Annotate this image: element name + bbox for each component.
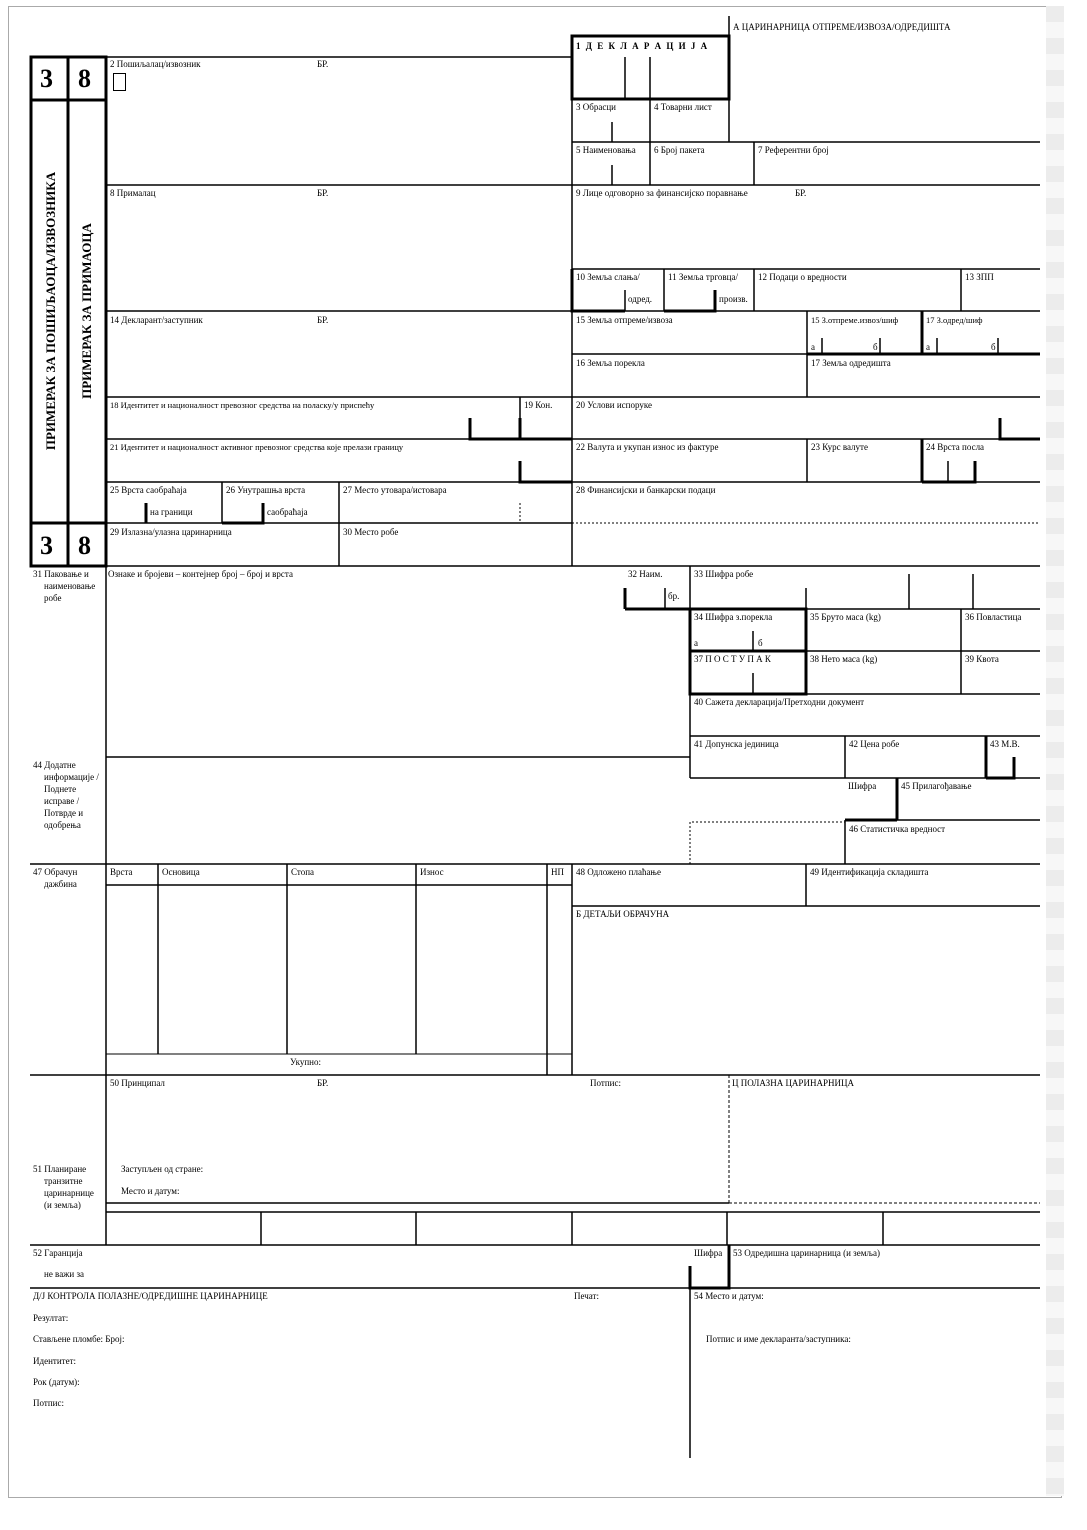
field-31-line-2: наименовање: [44, 581, 96, 591]
copy-for-consignee-label: ПРИМЕРАК ЗА ПРИМАОЦА: [79, 223, 94, 399]
declarant-signature-label: Потпис и име декларанта/заступника:: [706, 1334, 851, 1344]
field-48-label: 48 Одложено плаћање: [576, 867, 661, 877]
field-17-label: 17 Земља одредишта: [811, 358, 891, 368]
field-49-label: 49 Идентификација складишта: [810, 867, 929, 877]
field-11-label: 11 Земља трговца/: [668, 272, 738, 282]
d-control-label: Д/Ј КОНТРОЛА ПОЛАЗНЕ/ОДРЕДИШНЕ ЦАРИНАРНИЦЕ: [33, 1291, 268, 1301]
field-6-label: 6 Број пакета: [654, 145, 705, 155]
field-42-label: 42 Цена робе: [849, 739, 900, 749]
field-25-label: 25 Врста саобраћаја: [110, 485, 187, 495]
field-12-label: 12 Подаци о вредности: [758, 272, 847, 282]
field-30-label: 30 Место робе: [343, 527, 399, 537]
field-14-label: 14 Декларант/заступник: [110, 315, 203, 325]
field-5-label: 5 Наименовања: [576, 145, 636, 155]
field-52-sub: не важи за: [44, 1269, 85, 1279]
field-36-label: 36 Повластица: [965, 612, 1022, 622]
field-15-label: 15 Земља отпреме/извоза: [576, 315, 673, 325]
field-43-label: 43 М.В.: [990, 739, 1020, 749]
seals-label: Стављене пломбе: Број:: [33, 1334, 125, 1344]
field-40-label: 40 Сажета декларација/Претходни документ: [694, 697, 865, 707]
field-3-label: 3 Обрасци: [576, 102, 616, 112]
stamp-label: Печат:: [574, 1291, 599, 1301]
copy-for-sender-label: ПРИМЕРАК ЗА ПОШИЉАОЦА/ИЗВОЗНИКА: [43, 171, 58, 451]
field-37-label: 37 П О С Т У П А К: [694, 654, 771, 664]
field-15a-label: 15 З.отпреме.извоз/шиф: [811, 315, 899, 325]
field-14-number-label: БР.: [317, 315, 329, 325]
field-50-label: 50 Принципал: [110, 1078, 165, 1088]
field-9-label: 9 Лице одговорно за финансијско поравнање: [576, 188, 748, 198]
field-50-number-label: БР.: [317, 1078, 329, 1088]
field-39-label: 39 Квота: [965, 654, 999, 664]
field-46-label: 46 Статистичка вредност: [849, 824, 946, 834]
result-label: Резултат:: [33, 1313, 69, 1323]
field-15a-sub-b: б: [873, 342, 878, 352]
field-9-number-label: БР.: [795, 188, 807, 198]
represented-by-label: Заступљен од стране:: [121, 1164, 204, 1174]
field-52-label: 52 Гаранција: [33, 1248, 83, 1258]
field-21-label: 21 Идентитет и националност активног превозног средства које прелази границу: [110, 442, 404, 452]
field-31-line-3: робе: [44, 593, 62, 603]
field-44-line-2: информације /: [44, 772, 99, 782]
field-41-label: 41 Допунска јединица: [694, 739, 779, 749]
field-27-label: 27 Место утовара/истовара: [343, 485, 447, 495]
control-signature-label: Потпис:: [33, 1398, 64, 1408]
field-44-line-4: исправе /: [44, 796, 80, 806]
field-25-sub: на граници: [150, 507, 193, 517]
identity-label: Идентитет:: [33, 1356, 77, 1366]
field-51-line-1: 51 Планиране: [33, 1164, 87, 1174]
field-17a-sub-a: а: [926, 342, 930, 352]
copy-code-top-left: 3: [40, 64, 53, 93]
tax-col-type: Врста: [110, 867, 133, 877]
place-date-label: Место и датум:: [121, 1186, 180, 1196]
field-44-line-5: Потврде и: [44, 808, 84, 818]
field-15a-sub-a: а: [811, 342, 815, 352]
field-47-line-2: дажбина: [44, 879, 77, 889]
field-38-label: 38 Нето маса (kg): [810, 654, 878, 664]
field-13-label: 13 ЗПП: [965, 272, 994, 282]
field-28-label: 28 Финансијски и банкарски подаци: [576, 485, 716, 495]
field-23-label: 23 Курс валуте: [811, 442, 868, 452]
sender-checkbox[interactable]: [113, 73, 126, 91]
field-32-sub: бр.: [668, 591, 680, 601]
field-24-label: 24 Врста посла: [926, 442, 985, 452]
field-51-line-3: царинарнице: [44, 1188, 94, 1198]
field-26-sub: саобраћаја: [267, 507, 308, 517]
field-32-label: 32 Наим.: [628, 569, 663, 579]
deadline-label: Рок (датум):: [33, 1377, 80, 1387]
field-34-sub-a: а: [694, 638, 698, 648]
field-22-label: 22 Валута и укупан износ из фактуре: [576, 442, 719, 452]
tax-col-amount: Износ: [420, 867, 444, 877]
field-18-label: 18 Идентитет и националност превозног средства на поласку/у приспећу: [110, 400, 375, 410]
field-20-label: 20 Услови испоруке: [576, 400, 652, 410]
b-details-label: Б ДЕТАЉИ ОБРАЧУНА: [576, 909, 670, 919]
field-44-line-3: Поднете: [44, 784, 77, 794]
field-51-line-2: транзитне: [44, 1176, 83, 1186]
field-53-label: 53 Одредишна царинарница (и земља): [733, 1248, 880, 1258]
copy-code-bottom-left: 3: [40, 531, 53, 560]
field-11-sub: произв.: [719, 294, 748, 304]
departure-office-label: А ЦАРИНАРНИЦА ОТПРЕМЕ/ИЗВОЗА/ОДРЕДИШТА: [733, 22, 951, 32]
field-8-number-label: БР.: [317, 188, 329, 198]
field-2-number-label: БР.: [317, 59, 329, 69]
field-34-sub-b: б: [758, 638, 763, 648]
declaration-title: 1 Д Е К Л А Р А Ц И Ј А: [576, 41, 709, 51]
field-17a-sub-b: б: [991, 342, 996, 352]
field-26-label: 26 Унутрашња врста: [226, 485, 306, 495]
field-54-label: 54 Место и датум:: [694, 1291, 764, 1301]
field-31-marks-label: Ознаке и бројеви – контејнер број – број и врста: [108, 569, 293, 579]
field-51-line-4: (и земља): [44, 1200, 81, 1210]
field-10-label: 10 Земља слања/: [576, 272, 640, 282]
field-53-code-label: Шифра: [694, 1248, 723, 1258]
field-10-sub: одред.: [628, 294, 653, 304]
tax-col-rate: Стопа: [291, 867, 315, 877]
field-34-label: 34 Шифра з.порекла: [694, 612, 773, 622]
tax-total-label: Укупно:: [290, 1057, 321, 1067]
field-17a-label: 17 З.одред/шиф: [926, 315, 983, 325]
field-33-label: 33 Шифра робе: [694, 569, 754, 579]
field-50-signature-label: Потпис:: [590, 1078, 621, 1088]
copy-code-top-right: 8: [78, 64, 91, 93]
field-29-label: 29 Излазна/улазна царинарница: [110, 527, 232, 537]
field-35-label: 35 Бруто маса (kg): [810, 612, 881, 622]
copy-code-bottom-right: 8: [78, 531, 91, 560]
tax-col-base: Основица: [162, 867, 200, 877]
tax-col-np: НП: [551, 867, 564, 877]
field-16-label: 16 Земља порекла: [576, 358, 645, 368]
field-44-line-1: 44 Додатне: [33, 760, 76, 770]
field-8-label: 8 Прималац: [110, 188, 156, 198]
field-4-label: 4 Товарни лист: [654, 102, 712, 112]
field-44-line-6: одобрења: [44, 820, 81, 830]
field-2-label: 2 Пошиљалац/извозник: [110, 59, 201, 69]
field-45-label: 45 Прилагођавање: [901, 781, 972, 791]
field-31-line-1: 31 Паковање и: [33, 569, 89, 579]
field-47-line-1: 47 Обрачун: [33, 867, 78, 877]
field-19-label: 19 Кон.: [524, 400, 553, 410]
field-45-code-label: Шифра: [848, 781, 877, 791]
c-office-label: Ц ПОЛАЗНА ЦАРИНАРНИЦА: [732, 1078, 854, 1088]
field-7-label: 7 Референтни број: [758, 145, 829, 155]
